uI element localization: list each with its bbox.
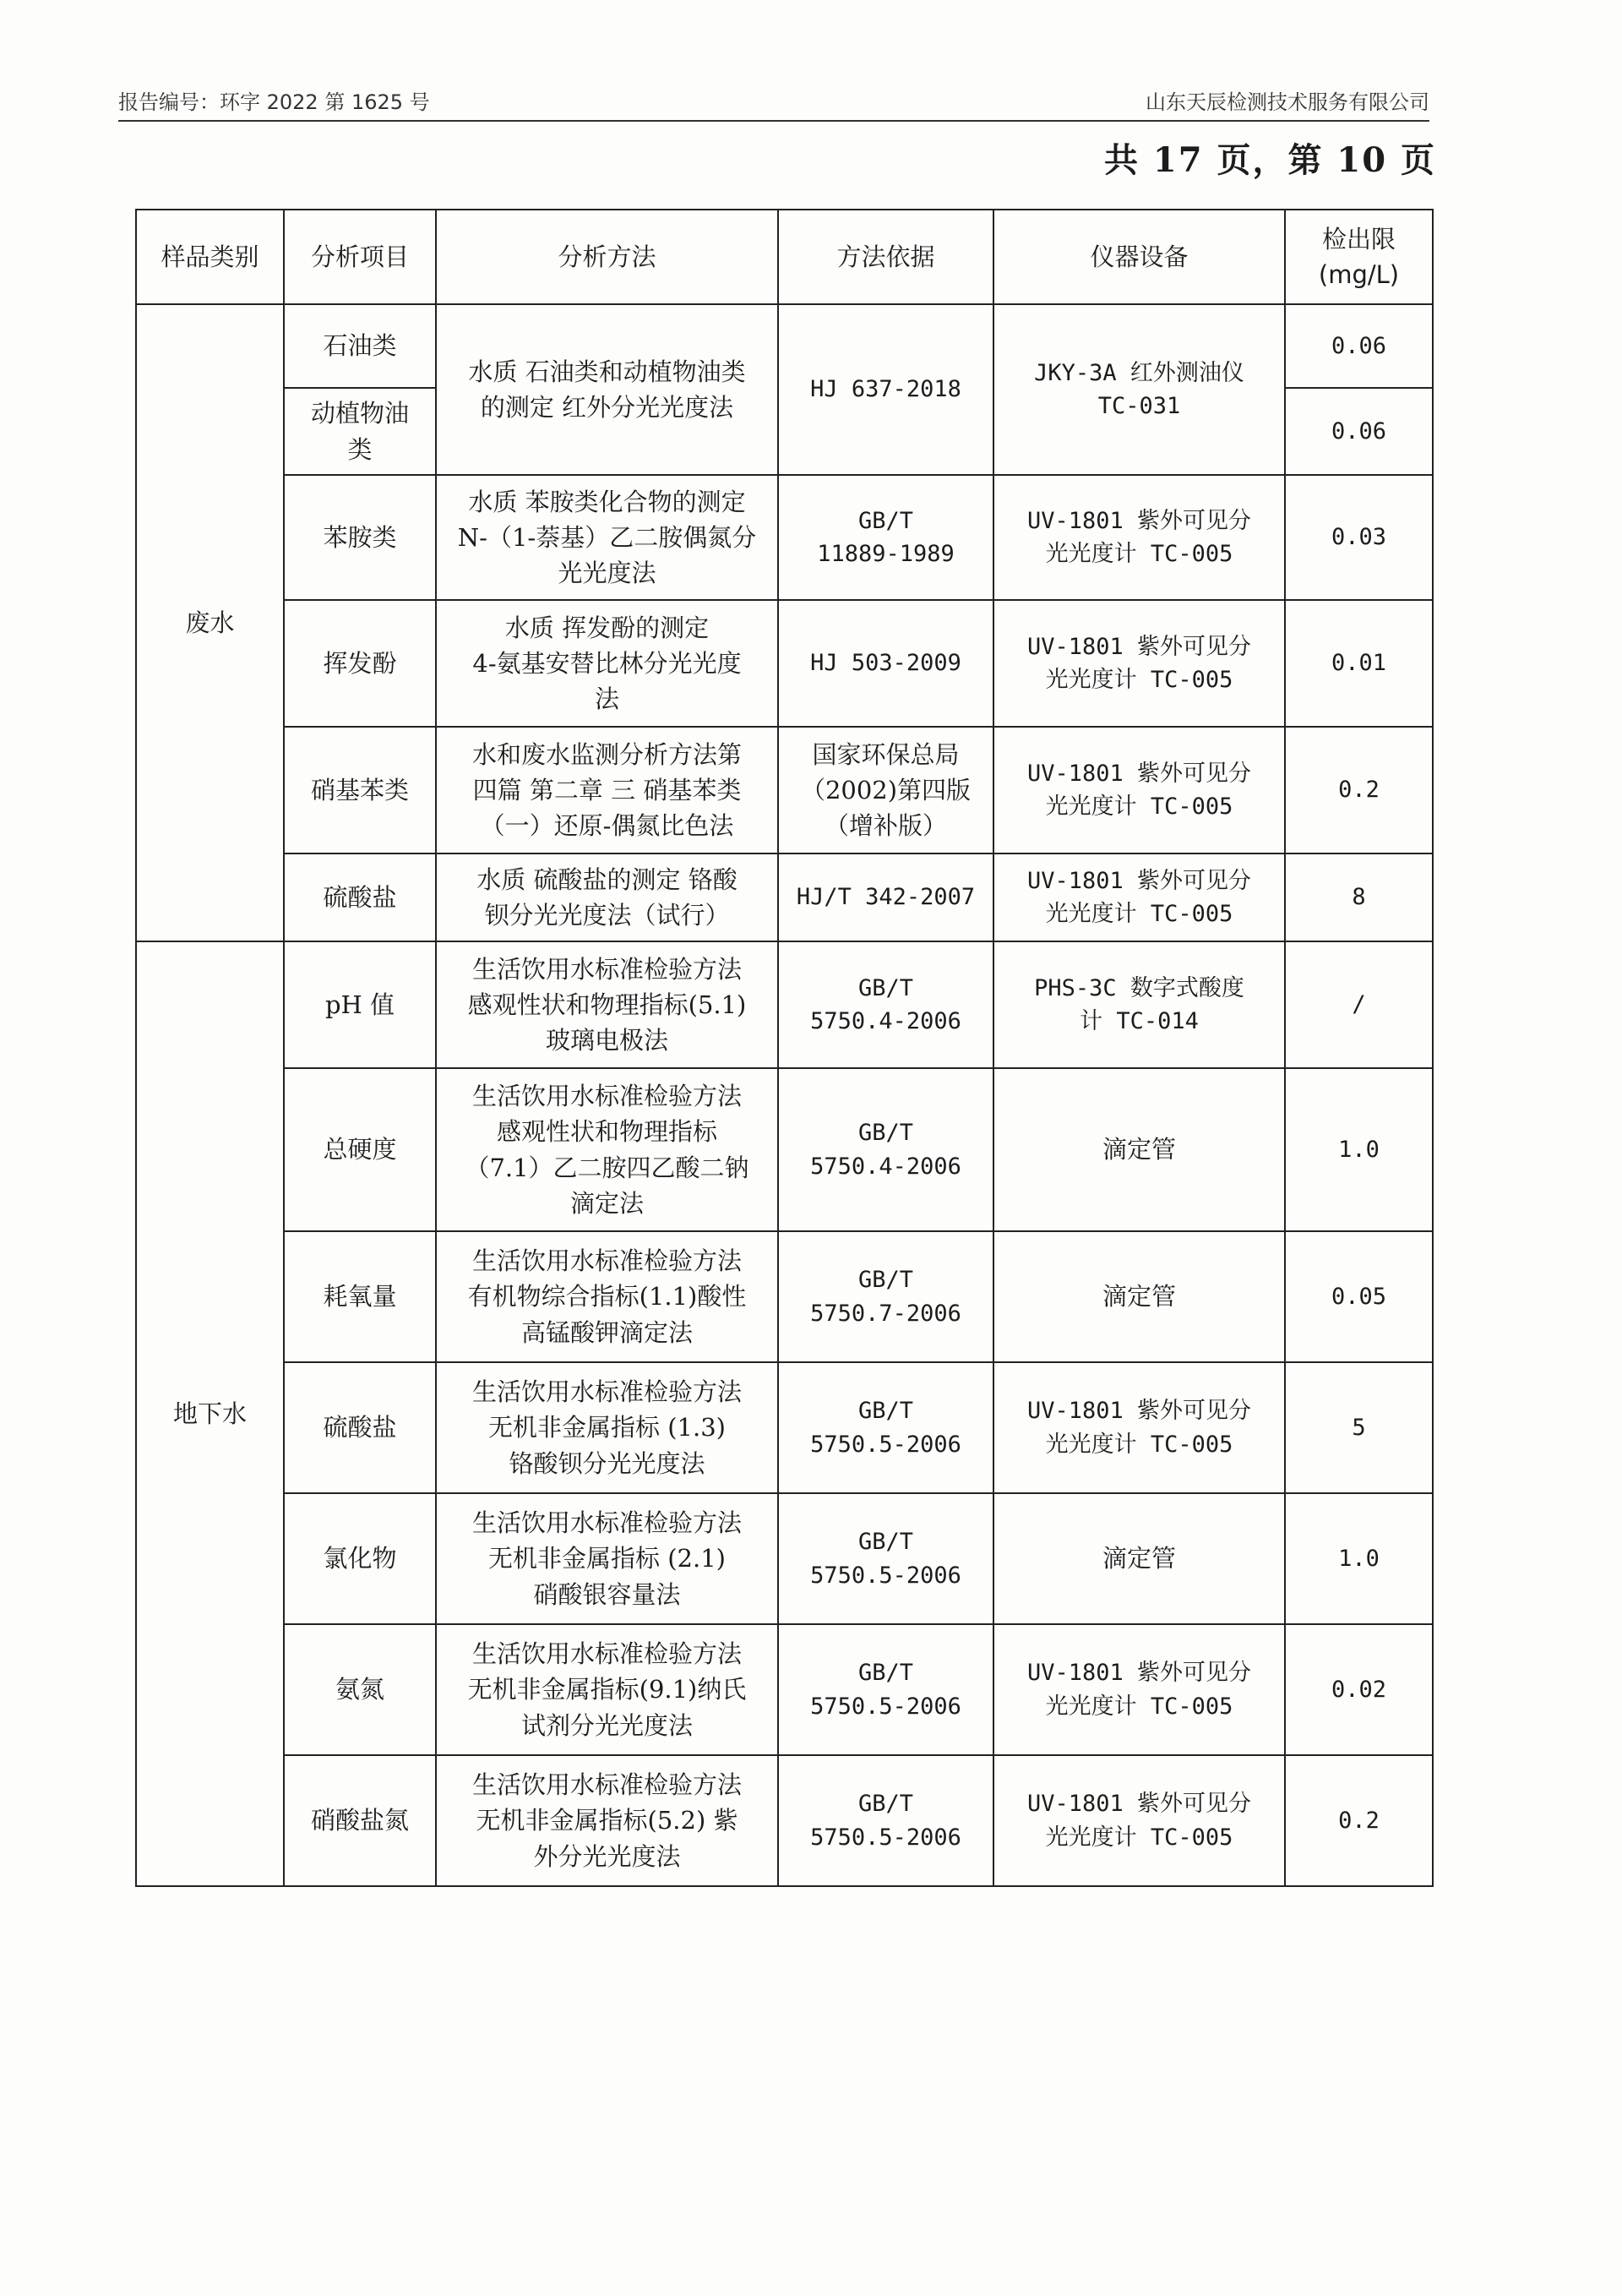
instrument-cell: JKY-3A 红外测油仪 TC-031	[993, 304, 1285, 475]
limit-cell: 1.0	[1285, 1493, 1433, 1624]
basis-cell: GB/T 5750.4-2006	[778, 1068, 993, 1231]
method-cell: 生活饮用水标准检验方法 无机非金属指标(9.1)纳氏 试剂分光光度法	[436, 1624, 778, 1755]
page-count: 共 17 页，第 10 页	[1103, 140, 1436, 180]
instrument-cell: 滴定管	[993, 1493, 1285, 1624]
item-cell: 耗氧量	[284, 1231, 436, 1362]
method-cell: 水质 挥发酚的测定 4-氨基安替比林分光光度 法	[436, 600, 778, 727]
table-row	[136, 304, 1433, 388]
limit-cell: 0.2	[1285, 727, 1433, 854]
table-row	[136, 854, 1433, 941]
basis-cell: HJ 637-2018	[778, 304, 993, 475]
table-row	[136, 475, 1433, 600]
method-cell: 生活饮用水标准检验方法 无机非金属指标 (1.3) 铬酸钡分光光度法	[436, 1362, 778, 1493]
instrument-cell: 滴定管	[993, 1231, 1285, 1362]
instrument-cell: UV-1801 紫外可见分 光光度计 TC-005	[993, 727, 1285, 854]
item-cell: 硝基苯类	[284, 727, 436, 854]
item-cell: 挥发酚	[284, 600, 436, 727]
basis-cell: GB/T 5750.5-2006	[778, 1493, 993, 1624]
item-cell: 动植物油 类	[284, 388, 436, 475]
item-cell: 氯化物	[284, 1493, 436, 1624]
company-name: 山东天辰检测技术服务有限公司	[1146, 90, 1429, 114]
limit-cell: 0.05	[1285, 1231, 1433, 1362]
basis-cell: GB/T 5750.5-2006	[778, 1624, 993, 1755]
limit-cell: /	[1285, 941, 1433, 1068]
method-cell: 生活饮用水标准检验方法 感观性状和物理指标(5.1) 玻璃电极法	[436, 941, 778, 1068]
instrument-cell: PHS-3C 数字式酸度 计 TC-014	[993, 941, 1285, 1068]
table-row	[136, 1493, 1433, 1624]
table-row	[136, 1068, 1433, 1231]
method-cell: 生活饮用水标准检验方法 有机物综合指标(1.1)酸性 高锰酸钾滴定法	[436, 1231, 778, 1362]
item-cell: 硫酸盐	[284, 854, 436, 941]
instrument-cell: UV-1801 紫外可见分 光光度计 TC-005	[993, 600, 1285, 727]
limit-cell: 0.06	[1285, 304, 1433, 388]
item-cell: 石油类	[284, 304, 436, 388]
instrument-cell: 滴定管	[993, 1068, 1285, 1231]
col-header-sample-type: 样品类别	[136, 210, 284, 304]
instrument-cell: UV-1801 紫外可见分 光光度计 TC-005	[993, 854, 1285, 941]
col-header-analysis-method: 分析方法	[436, 210, 778, 304]
page-header	[118, 85, 1429, 122]
item-cell: 氨氮	[284, 1624, 436, 1755]
basis-cell: GB/T 5750.5-2006	[778, 1755, 993, 1886]
basis-cell: GB/T 11889-1989	[778, 475, 993, 600]
table-row	[136, 1362, 1433, 1493]
limit-cell: 0.03	[1285, 475, 1433, 600]
limit-cell: 0.02	[1285, 1624, 1433, 1755]
item-cell: 硫酸盐	[284, 1362, 436, 1493]
method-cell: 水质 石油类和动植物油类 的测定 红外分光光度法	[436, 304, 778, 475]
limit-cell: 8	[1285, 854, 1433, 941]
col-header-analysis-item: 分析项目	[284, 210, 436, 304]
method-cell: 生活饮用水标准检验方法 感观性状和物理指标 （7.1）乙二胺四乙酸二钠 滴定法	[436, 1068, 778, 1231]
instrument-cell: UV-1801 紫外可见分 光光度计 TC-005	[993, 1755, 1285, 1886]
limit-cell: 0.06	[1285, 388, 1433, 475]
basis-cell: GB/T 5750.5-2006	[778, 1362, 993, 1493]
method-cell: 水质 苯胺类化合物的测定 N-（1-萘基）乙二胺偶氮分 光光度法	[436, 475, 778, 600]
limit-cell: 0.2	[1285, 1755, 1433, 1886]
item-cell: 总硬度	[284, 1068, 436, 1231]
basis-cell: HJ 503-2009	[778, 600, 993, 727]
table-row	[136, 727, 1433, 854]
table-row	[136, 1624, 1433, 1755]
instrument-cell: UV-1801 紫外可见分 光光度计 TC-005	[993, 1624, 1285, 1755]
table-row	[136, 941, 1433, 1068]
instrument-cell: UV-1801 紫外可见分 光光度计 TC-005	[993, 475, 1285, 600]
instrument-cell: UV-1801 紫外可见分 光光度计 TC-005	[993, 1362, 1285, 1493]
item-cell: 硝酸盐氮	[284, 1755, 436, 1886]
table-row	[136, 1231, 1433, 1362]
report-number: 报告编号：环字 2022 第 1625 号	[118, 90, 430, 114]
basis-cell: HJ/T 342-2007	[778, 854, 993, 941]
col-header-instrument: 仪器设备	[993, 210, 1285, 304]
method-cell: 生活饮用水标准检验方法 无机非金属指标 (2.1) 硝酸银容量法	[436, 1493, 778, 1624]
item-cell: pH 值	[284, 941, 436, 1068]
col-header-method-basis: 方法依据	[778, 210, 993, 304]
method-cell: 生活饮用水标准检验方法 无机非金属指标(5.2) 紫 外分光光度法	[436, 1755, 778, 1886]
basis-cell: GB/T 5750.7-2006	[778, 1231, 993, 1362]
basis-cell: 国家环保总局 （2002)第四版 （增补版）	[778, 727, 993, 854]
method-cell: 水和废水监测分析方法第 四篇 第二章 三 硝基苯类 （一）还原-偶氮比色法	[436, 727, 778, 854]
item-cell: 苯胺类	[284, 475, 436, 600]
table-header-row	[136, 210, 1433, 304]
limit-cell: 0.01	[1285, 600, 1433, 727]
method-cell: 水质 硫酸盐的测定 铬酸 钡分光光度法（试行）	[436, 854, 778, 941]
category-cell-wastewater: 废水	[136, 304, 284, 941]
table-row	[136, 1755, 1433, 1886]
col-header-detection-limit: 检出限 (mg/L)	[1285, 210, 1433, 304]
limit-cell: 1.0	[1285, 1068, 1433, 1231]
limit-cell: 5	[1285, 1362, 1433, 1493]
table-row	[136, 600, 1433, 727]
analysis-methods-table	[135, 209, 1434, 1887]
basis-cell: GB/T 5750.4-2006	[778, 941, 993, 1068]
category-cell-groundwater: 地下水	[136, 941, 284, 1886]
